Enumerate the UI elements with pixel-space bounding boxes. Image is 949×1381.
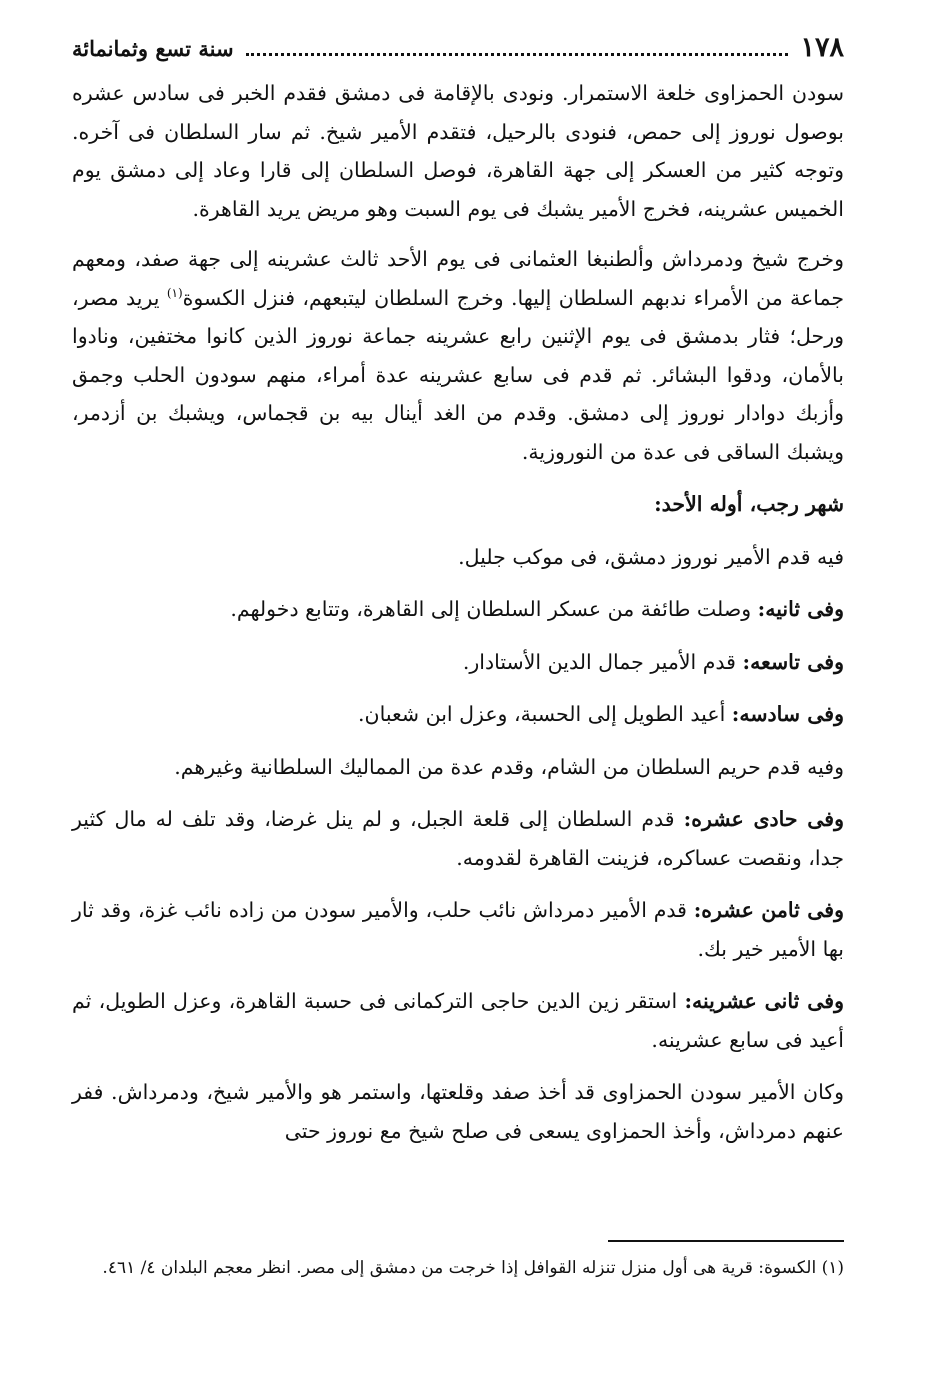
header-dotted-leader: [246, 52, 789, 56]
footnote-reference: (١): [166, 285, 183, 300]
paragraph-4: وفيه قدم حريم السلطان من الشام، وقدم عدة من المماليك السلطانية وغيرهم.: [174, 754, 844, 779]
entry-6: [72, 982, 844, 1059]
entry-4: [72, 800, 844, 877]
footnote-separator: [608, 1240, 844, 1242]
paragraph-3: فيه قدم الأمير نوروز دمشق، فى موكب جليل.: [458, 544, 844, 569]
entry-5-text: قدم الأمير دمرداش نائب حلب، والأمير سودن من زاده نائب غزة، وقد ثار بها الأمير خير بك.: [72, 898, 844, 961]
month-heading: [72, 485, 844, 524]
entry-3-label: وفى سادسه:: [731, 702, 844, 726]
entry-6-text: استقر زين الدين حاجى التركمانى فى حسبة القاهرة، وعزل الطويل، ثم أعيد فى سابع عشرينه.: [72, 989, 844, 1052]
paragraph-2: [72, 240, 844, 471]
entry-2-label: وفى تاسعه:: [742, 649, 844, 674]
page-number: ١٧٨: [800, 32, 844, 63]
entry-5-label: وفى ثامن عشره:: [693, 898, 844, 922]
entry-1-label: وفى ثانيه:: [757, 597, 844, 621]
entry-2: [72, 643, 844, 682]
page-body: [72, 74, 844, 1150]
paragraph-2-after-note: يريد مصر، ورحل؛ فثار بدمشق فى يوم الإثنين رابع عشرينه جماعة نوروز الذين كانوا مختفين، ونادوا بالأمان، ودقوا البشائر. ثم قدم فى سابع عشرينه عدة أمراء، منهم سودون الحلب وجمق وأزبك دوادار نوروز إلى دمشق. وقدم من الغد أينال بيه بن قجماس، ويشبك بن أزدمر، ويشبك الساقى فى عدة من النوروزية.: [72, 285, 844, 464]
book-page: [72, 30, 844, 1350]
footnote-1: (١) الكسوة: قرية هى أول منزل تنزله القوافل إذا خرجت من دمشق إلى مصر. انظر معجم البلدان ٤/ ٤٦١.: [102, 1258, 844, 1278]
entry-4-label: وفى حادى عشره:: [683, 807, 845, 831]
paragraph-5: وكان الأمير سودن الحمزاوى قد أخذ صفد وقلعتها، واستمر هو والأمير شيخ، ودمرداش. ففر عنهم دمرداش، وأخذ الحمزاوى يسعى فى صلح شيخ مع نوروز حتى: [72, 1080, 844, 1143]
entry-4-text: قدم السلطان إلى قلعة الجبل، و لم ينل غرضا، وقد تلف له مال كثير جدا، ونقصت عساكره، فزينت القاهرة لقدومه.: [72, 807, 844, 870]
running-title: سنة تسع وثمانمائة: [72, 36, 234, 61]
entry-1: [72, 590, 844, 629]
entry-1-text: وصلت طائفة من عسكر السلطان إلى القاهرة، وتتابع دخولهم.: [230, 597, 758, 621]
page-header: [72, 30, 844, 64]
footnotes: [72, 1252, 844, 1284]
entry-3-text: أعيد الطويل إلى الحسبة، وعزل ابن شعبان.: [358, 702, 732, 726]
entry-3: [72, 695, 844, 734]
entry-6-label: وفى ثانى عشرينه:: [684, 989, 844, 1013]
paragraph-2-before-note: وخرج شيخ ودمرداش وألطنبغا العثمانى فى يوم الأحد ثالث عشرينه إلى جهة صفد، ومعهم جماعة من الأمراء ندبهم السلطان إليها. وخرج السلطان ليتبعهم، فنزل الكسوة: [72, 247, 844, 310]
entry-2-text: قدم الأمير جمال الدين الأستادار.: [462, 649, 743, 674]
month-heading-text: شهر رجب، أوله الأحد:: [654, 492, 844, 516]
paragraph-1: سودن الحمزاوى خلعة الاستمرار. ونودى بالإقامة فى دمشق فقدم الخبر فى سادس عشره بوصول نوروز إلى حمص، فنودى بالرحيل، فتقدم الأمير شيخ. ثم سار السلطان فى آخره. وتوجه كثير من العسكر إلى جهة القاهرة، فوصل السلطان إلى قارا وعاد إلى دمشق يوم الخميس عشرينه، فخرج الأمير يشبك فى يوم السبت وهو مريض يريد القاهرة.: [72, 81, 844, 221]
entry-5: [72, 891, 844, 968]
